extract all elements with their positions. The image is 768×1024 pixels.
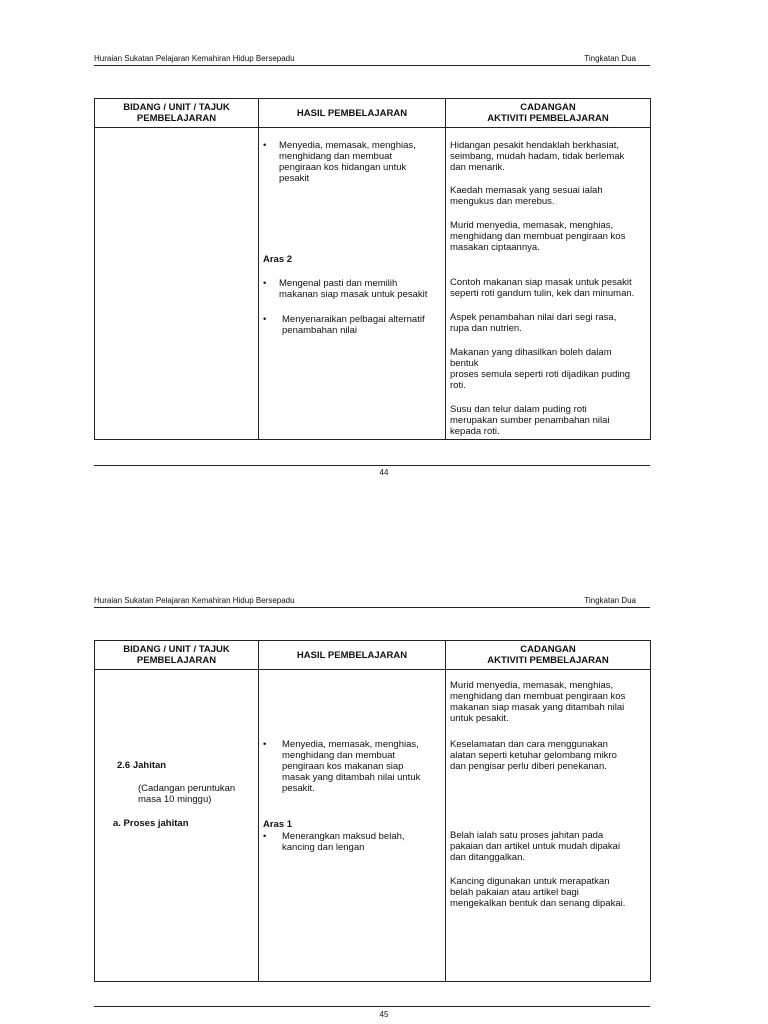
col3-header: CADANGAN AKTIVITI PEMBELAJARAN [446,99,651,128]
activity-paragraph: Murid menyedia, memasak, menghias, menghidang dan membuat pengiraan kos masakan ciptaannya. [450,220,626,253]
col3-cell [446,670,651,982]
activity-paragraph: Hidangan pesakit hendaklah berkhasiat, seimbang, mudah hadam, tidak berlemak dan menarik. [450,140,625,173]
content-table [94,98,651,440]
footer-rule [94,465,650,466]
col2-cell: • Menyedia, memasak, menghias, menghidang dan membuat pengiraan kos hidangan untuk pesakit Aras 2 • Mengenal pasti dan memilih makanan siap masak untuk pesakit • Menyenaraikan pelbagai alternatif penambahan nilai [259,128,446,440]
header-form: Tingkatan Dua [584,54,636,63]
header-title: Huraian Sukatan Pelajaran Kemahiran Hidup Bersepadu [94,54,295,63]
aras-label: Aras 2 [263,254,293,265]
activity-paragraph: Kaedah memasak yang sesuai ialah mengukus dan merebus. [450,185,603,207]
activity-paragraph: Aspek penambahan nilai dari segi rasa, rupa dan nutrien. [450,312,617,334]
topic-title: 2.6 Jahitan [117,760,167,771]
col1-cell [95,670,259,982]
activity-paragraph: Contoh makanan siap masak untuk pesakit seperti roti gandum tulin, kek dan minuman. [450,277,635,299]
col1-header: BIDANG / UNIT / TAJUK PEMBELAJARAN [95,99,259,128]
footer-rule [94,1006,650,1007]
col3-header: CADANGAN AKTIVITI PEMBELAJARAN [446,641,651,670]
col2-header: HASIL PEMBELAJARAN [259,99,446,128]
content-table [94,640,651,982]
activity-paragraph: Kancing digunakan untuk merapatkan belah pakaian atau artikel bagi mengekalkan bentuk dan senang dipakai. [450,876,626,909]
page-number: 44 [379,468,389,477]
col2-cell: • Menyedia, memasak, menghias, menghidang dan membuat pengiraan kos makanan siap masak yang ditambah nilai untuk pesakit. Aras 1 • Menerangkan maksud belah, kancing dan lengan [259,670,446,982]
activity-paragraph: Belah ialah satu proses jahitan pada pakaian dan artikel untuk mudah dipakai dan ditanggalkan. [450,830,621,863]
activity-paragraph: Makanan yang dihasilkan boleh dalam bentuk proses semula seperti roti dijadikan puding roti. [450,347,631,391]
col1-cell [95,128,259,440]
header-rule [94,65,650,66]
aras-label: Aras 1 [263,819,293,830]
header-form: Tingkatan Dua [584,596,636,605]
col3-cell [446,128,651,440]
header-rule [94,607,650,608]
activity-paragraph: Keselamatan dan cara menggunakan alatan seperti ketuhar gelombang mikro dan pengisar perlu diberi penekanan. [450,739,617,772]
activity-paragraph: Susu dan telur dalam puding roti merupakan sumber penambahan nilai kepada roti. [450,404,610,437]
col2-header: HASIL PEMBELAJARAN [259,641,446,670]
col1-header: BIDANG / UNIT / TAJUK PEMBELAJARAN [95,641,259,670]
header-title: Huraian Sukatan Pelajaran Kemahiran Hidup Bersepadu [94,596,295,605]
page-number: 45 [379,1010,389,1019]
activity-paragraph: Murid menyedia, memasak, menghias, menghidang dan membuat pengiraan kos makanan siap masak yang ditambah nilai untuk pesakit. [450,680,626,724]
subtopic-title: a. Proses jahitan [113,818,189,829]
time-allocation-note: (Cadangan peruntukan masa 10 minggu) [138,783,236,805]
